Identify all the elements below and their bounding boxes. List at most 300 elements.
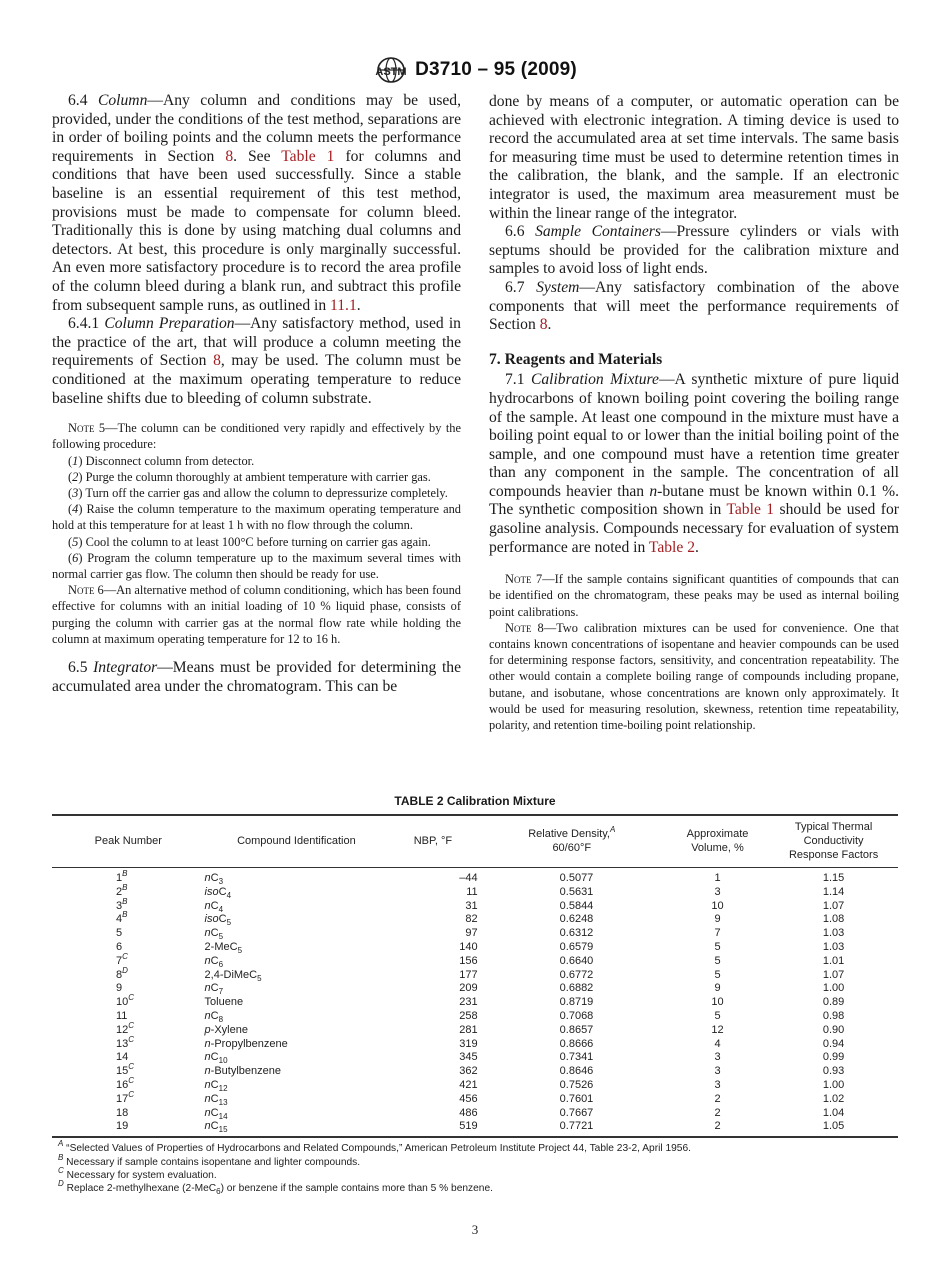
cell-volume: 9 [714, 913, 721, 926]
note-5-item-1: (1) Disconnect column from detector. [68, 453, 255, 468]
cell-nbp: 281 [459, 1023, 478, 1036]
cell-volume: 5 [714, 968, 721, 981]
section-number: 6.5 [68, 658, 94, 676]
peak-number: 8 [116, 968, 123, 981]
header-text: Response Factors [788, 849, 879, 861]
footnote-mark: C [128, 1089, 135, 1099]
italic-n: n [649, 482, 658, 500]
cell-nbp: 156 [459, 954, 478, 967]
cell-volume: 1 [714, 872, 721, 884]
section-title: Sample Containers [535, 223, 661, 241]
section-8-link[interactable]: 8 [225, 147, 234, 165]
cell-relative-density: 0.7068 [559, 1009, 594, 1022]
cell-nbp: 82 [465, 913, 478, 926]
body-text: . [356, 296, 361, 314]
cell-nbp: 486 [459, 1106, 478, 1119]
cell-relative-density: 0.6772 [559, 968, 594, 981]
cell-nbp: 97 [465, 927, 478, 940]
table-row [52, 900, 898, 914]
compound-prefix: iso [204, 885, 219, 898]
cell-volume: 2 [714, 1120, 721, 1133]
footnote-mark: C [128, 1034, 135, 1044]
body-text: for columns and conditions that have been used successfully. Since a stable baseline is an essential requirement of this test method, provisions must be made to compensate for column bleed. Traditionally this is done by using matching dual columns and detectors. At best, this procedure is only marginally successful. An even more satisfactory procedure is to record the area profile of the column bleed during a blank run, and subtract this profile from subsequent sample runs, as outlined in [52, 147, 461, 314]
cell-compound [205, 900, 389, 914]
body-text: . [695, 538, 699, 556]
section-11-1-link[interactable]: 11.1 [330, 296, 357, 314]
cell-compound [205, 982, 389, 996]
item-text: Turn off the carrier gas and allow the column to depressurize completely. [82, 485, 448, 500]
compound-name: C [210, 1009, 219, 1022]
cell-volume: 3 [714, 1051, 721, 1064]
cell-volume: 7 [714, 927, 721, 940]
carbon-count: 6 [218, 959, 224, 969]
compound-prefix: n [204, 1009, 211, 1022]
compound-name: C [210, 1106, 219, 1119]
note-8 [489, 620, 899, 733]
note-5-item-2: (2) Purge the column thoroughly at ambient temperature with carrier gas. [68, 469, 431, 484]
body-text: -butane must be known within 0.1 %. The synthetic composition shown in [489, 482, 899, 519]
table-row [52, 868, 898, 886]
cell-compound [205, 1051, 389, 1065]
cell-nbp: –44 [459, 872, 478, 884]
compound-prefix: n [204, 982, 211, 995]
footnote-mark: C [128, 1020, 135, 1030]
cell-response-factor: 1.07 [822, 968, 845, 981]
table-row [52, 1051, 898, 1065]
cell-relative-density: 0.5631 [559, 885, 594, 898]
cell-relative-density: 0.6882 [559, 982, 594, 995]
cell-volume: 5 [714, 1009, 721, 1022]
table-2-link[interactable]: Table 2 [648, 538, 696, 556]
cell-response-factor: 1.05 [822, 1120, 845, 1133]
section-number: 6.7 [505, 278, 537, 296]
cell-nbp: 231 [459, 996, 478, 1009]
cell-relative-density: 0.7526 [559, 1078, 594, 1091]
cell-nbp: 258 [459, 1009, 478, 1022]
compound-prefix: n [204, 954, 211, 967]
compound-name: C [218, 885, 227, 898]
section-title: Column Preparation [104, 315, 235, 333]
cell-response-factor: 0.93 [822, 1065, 845, 1078]
cell-relative-density: 0.8719 [559, 996, 594, 1009]
note-5-item-3: (3) Turn off the carrier gas and allow the column to depressurize completely. [68, 485, 448, 500]
note-6 [52, 582, 461, 647]
peak-number: 17 [116, 1092, 129, 1105]
cell-peak-number [52, 896, 205, 914]
cell-response-factor: 0.89 [822, 996, 845, 1009]
note-5-item-6: (6) Program the column temperature up to the maximum several times with normal carrier gas flow. The column then should be ready for use. [52, 550, 461, 581]
cell-response-factor: 1.01 [822, 954, 845, 967]
cell-peak-number [52, 882, 205, 900]
note-text: 6—An alternative method of column conditioning, which has been found effective for columns with an initial loading of 10 % liquid phase, consists of purging the column with carrier gas at the normal flow rate while holding the column at maximum operating temperature for 12 to 16 h. [52, 583, 461, 646]
compound-prefix: n [204, 1092, 211, 1105]
compound-name: C [210, 927, 219, 940]
cell-compound [205, 886, 389, 900]
note-label: Note [68, 583, 95, 598]
compound-prefix: n [204, 1051, 211, 1064]
footnote-text: Necessary if sample contains isopentane and lighter compounds. [63, 1156, 361, 1168]
section-title: Calibration Mixture [530, 371, 659, 389]
footnote-mark: C [122, 951, 128, 961]
item-number: 4 [72, 502, 79, 517]
item-text: Cool the column to at least 100°C before turning on carrier gas again. [82, 534, 431, 549]
document-id: D3710 – 95 (2009) [415, 59, 577, 80]
peak-number: 6 [116, 940, 123, 953]
carbon-count: 4 [226, 890, 232, 900]
note-label: Note [505, 620, 532, 635]
cell-peak-number [52, 951, 205, 969]
peak-number: 13 [116, 1037, 129, 1050]
peak-number: 7 [116, 954, 123, 967]
footnote-mark: C [128, 1075, 135, 1085]
page-header [0, 56, 950, 89]
footnote-d [58, 1179, 898, 1197]
cell-response-factor: 1.03 [822, 940, 845, 953]
cell-compound [205, 913, 389, 927]
cell-response-factor: 1.00 [822, 1078, 845, 1091]
paragraph-6-4 [52, 92, 461, 315]
table-row [52, 1093, 898, 1107]
footnote-mark: B [58, 1152, 64, 1162]
paragraph-6-7 [489, 279, 899, 335]
table-row [52, 955, 898, 969]
calibration-mixture-table [52, 814, 898, 1138]
compound-name: C [210, 1120, 219, 1133]
footnote-a [58, 1139, 898, 1155]
peak-number: 3 [116, 899, 123, 912]
cell-relative-density: 0.8646 [559, 1065, 594, 1078]
cell-compound [205, 996, 389, 1010]
cell-peak-number [52, 1120, 205, 1137]
compound-prefix: n [204, 1065, 211, 1078]
carbon-count: 12 [218, 1083, 228, 1093]
footnote-text: “Selected Values of Properties of Hydrocarbons and Related Compounds,” American Petroleum Institute Project 44, Table 23-2, April 1956. [63, 1143, 691, 1155]
cell-nbp: 11 [466, 885, 478, 898]
compound-prefix: n [204, 899, 211, 912]
compound-name: C [210, 954, 219, 967]
cell-compound [205, 941, 389, 955]
section-number: 6.4.1 [68, 315, 105, 333]
table-row [52, 1120, 898, 1137]
item-text: Program the column temperature up to the maximum several times with normal carrier gas flow. The column then should be ready for use. [52, 550, 461, 581]
item-text: Disconnect column from detector. [82, 453, 255, 468]
body-text: should be used for gasoline analysis. Compounds necessary for evaluation of system performance are noted in [489, 501, 899, 556]
cell-compound [205, 1024, 389, 1038]
paragraph-6-6 [489, 223, 899, 279]
table-row [52, 1079, 898, 1093]
item-number: 3 [72, 485, 79, 500]
carbon-count: 15 [218, 1125, 228, 1135]
peak-number: 1 [116, 872, 123, 884]
table-row [52, 969, 898, 983]
peak-number: 14 [116, 1051, 129, 1064]
cell-nbp: 209 [459, 982, 478, 995]
compound-name: C [210, 872, 219, 884]
header-volume [666, 815, 769, 868]
footnote-mark: A [609, 825, 616, 834]
footnote-mark: D [122, 965, 128, 975]
section-8-link[interactable]: 8 [213, 352, 221, 370]
body-text: —Pressure cylinders or vials with septums should be provided for the calibration mixture and samples to avoid loss of light ends. [489, 223, 899, 278]
footnote-mark: B [122, 910, 128, 920]
compound-name: -Butylbenzene [210, 1065, 281, 1078]
body-text: , may be used. The column must be conditioned at the maximum operating temperature to reduce baseline shifts due to bleeding of column substrate. [52, 352, 461, 407]
cell-response-factor: 1.15 [822, 872, 845, 884]
cell-compound [205, 969, 389, 983]
table-row [52, 886, 898, 900]
table-footnotes [52, 1139, 898, 1197]
item-number: 1 [72, 453, 79, 468]
cell-peak-number [52, 993, 205, 1010]
cell-compound [205, 927, 389, 941]
section-number: 6.6 [505, 223, 536, 241]
cell-nbp: 456 [459, 1092, 478, 1105]
compound-name: C [210, 1092, 219, 1105]
cell-response-factor: 0.98 [822, 1009, 845, 1022]
table-row [52, 913, 898, 927]
compound-name: 2-MeC [204, 940, 238, 953]
header-text: Typical Thermal [794, 821, 873, 833]
peak-number: 5 [116, 927, 123, 940]
paragraph-6-5-continued: done by means of a computer, or automatic operation can be achieved with electronic integration. A timing device is used to record the accumulated area at set time intervals. The same basis for measuring time must be used to determine retention times in the calibration, the blank, and the sample. If an electronic integrator is used, the maximum area measurement must be within the linear range of the integrator. [489, 93, 899, 222]
note-text: 5—The column can be conditioned very rapidly and effectively by the following procedure: [52, 421, 461, 452]
cell-response-factor: 1.03 [822, 927, 845, 940]
carbon-count: 5 [226, 918, 232, 928]
cell-volume: 4 [714, 1037, 721, 1050]
cell-response-factor: 1.08 [822, 913, 845, 926]
note-text: 8—Two calibration mixtures can be used for convenience. One that contains known concentrations of isopentane and heavier compounds can be used for determining response factors, sensitivity, and concentration repeatability. The other would contain a complete boiling range of compounds including propane, butane, and isobutane, whose concentrations are known only approximately. It would be used for measuring resolution, skewness, retention time repeatability, polarity, and retention time-boiling point relationship. [489, 620, 899, 733]
cell-relative-density: 0.5077 [559, 872, 594, 884]
carbon-count: 5 [237, 945, 243, 955]
peak-number: 2 [116, 885, 123, 898]
footnote-text: Replace 2-methylhexane (2-MeC [63, 1183, 217, 1195]
peak-number: 16 [116, 1078, 129, 1091]
table-1-link[interactable]: Table 1 [281, 147, 335, 165]
table-row [52, 1065, 898, 1079]
cell-relative-density: 0.6579 [559, 940, 594, 953]
header-text: Conductivity [803, 835, 864, 847]
section-8-link[interactable]: 8 [539, 316, 548, 334]
compound-prefix: n [204, 1078, 211, 1091]
carbon-count: 4 [218, 904, 224, 914]
table-row [52, 1107, 898, 1121]
footnote-mark: A [58, 1139, 64, 1149]
cell-response-factor: 1.07 [822, 899, 845, 912]
item-text: Purge the column thoroughly at ambient temperature with carrier gas. [82, 469, 431, 484]
cell-relative-density: 0.5844 [559, 899, 594, 912]
table-row [52, 982, 898, 996]
table-title: TABLE 2 Calibration Mixture [394, 794, 556, 808]
cell-peak-number [52, 941, 205, 955]
body-text: . See [233, 147, 282, 165]
section-number: 7.1 [505, 371, 531, 389]
body-text: —Means must be provided for determining the accumulated area under the chromatogram. This can be [52, 658, 461, 695]
cell-relative-density: 0.6312 [559, 927, 594, 940]
cell-relative-density: 0.6640 [559, 954, 594, 967]
body-text: —Any satisfactory method, used in the practice of the art, that will produce a column meeting the requirements of Section [52, 315, 461, 370]
cell-relative-density: 0.7601 [559, 1092, 594, 1105]
cell-nbp: 31 [465, 899, 478, 912]
cell-compound [205, 1065, 389, 1079]
cell-relative-density: 0.8657 [559, 1023, 594, 1036]
cell-relative-density: 0.7341 [559, 1051, 594, 1064]
cell-volume: 5 [714, 954, 721, 967]
note-7 [489, 571, 899, 620]
carbon-count: 7 [218, 987, 224, 997]
peak-number: 9 [116, 982, 123, 995]
section-title: Column [97, 92, 148, 109]
footnote-text: Necessary for system evaluation. [63, 1169, 217, 1181]
footnote-mark: D [58, 1179, 64, 1189]
cell-relative-density: 0.6248 [559, 913, 594, 926]
carbon-count: 10 [218, 1056, 228, 1066]
cell-peak-number [52, 1034, 205, 1052]
item-text: Raise the column temperature to the maximum operating temperature and hold at this temperature for at least 1 h with no flow through the column. [52, 502, 461, 533]
cell-compound [205, 1093, 389, 1107]
cell-nbp: 177 [459, 968, 478, 981]
paragraph-7-1 [489, 371, 899, 557]
header-text: Relative Density, [528, 828, 610, 840]
peak-number: 11 [116, 1009, 128, 1022]
item-number: 6 [72, 550, 79, 565]
note-label: Note [505, 572, 532, 587]
cell-nbp: 140 [459, 940, 478, 953]
header-peak-number: Peak Number [94, 835, 162, 847]
body-text: —A synthetic mixture of pure liquid hydrocarbons of known boiling point covering the boiling range of the sample. At least one compound in the mixture must have a boiling point equal to or lower than the initial boiling point of the sample, and one compound must have a retention time greater than any component in the sample. The concentration of all compounds heavier than [489, 371, 900, 500]
compound-name: C [210, 1051, 219, 1064]
peak-number: 12 [116, 1023, 129, 1036]
table-row [52, 1024, 898, 1038]
cell-volume: 10 [711, 996, 724, 1009]
body-text: . [547, 316, 552, 334]
cell-response-factor: 1.02 [822, 1092, 845, 1105]
cell-volume: 2 [714, 1106, 721, 1119]
peak-number: 10 [116, 996, 129, 1009]
compound-name: C [218, 913, 227, 926]
note-text: 7—If the sample contains significant quantities of compounds that can be identified on the chromatogram, these peaks may be used as internal boiling point calibrations. [489, 572, 899, 619]
svg-text:ASTM: ASTM [375, 66, 407, 78]
cell-nbp: 362 [459, 1065, 478, 1078]
carbon-count: 14 [218, 1111, 228, 1121]
cell-peak-number [52, 927, 205, 941]
compound-name: Toluene [204, 996, 244, 1009]
header-compound: Compound Identification [237, 835, 356, 847]
cell-response-factor: 0.94 [822, 1037, 845, 1050]
carbon-count: 8 [218, 1014, 224, 1024]
cell-nbp: 319 [459, 1037, 478, 1050]
compound-prefix: n [204, 1106, 211, 1119]
carbon-count: 3 [218, 877, 224, 886]
subscript: 6 [216, 1187, 221, 1197]
note-5-item-5: (5) Cool the column to at least 100°C before turning on carrier gas again. [68, 534, 431, 549]
cell-volume: 12 [711, 1023, 724, 1036]
compound-prefix: n [204, 1037, 211, 1050]
cell-response-factor: 1.14 [822, 885, 845, 898]
header-nbp: NBP, °F [413, 835, 453, 847]
table-row [52, 927, 898, 941]
table-body [52, 868, 898, 1138]
cell-volume: 3 [714, 1065, 721, 1078]
paragraph-6-4-1 [52, 315, 461, 408]
table-row [52, 1038, 898, 1052]
cell-relative-density: 0.8666 [559, 1037, 594, 1050]
peak-number: 18 [116, 1106, 129, 1119]
cell-nbp: 421 [459, 1078, 478, 1091]
cell-response-factor: 1.04 [822, 1106, 845, 1119]
cell-peak-number [52, 1089, 205, 1107]
compound-prefix: n [204, 1120, 211, 1133]
astm-logo-icon [373, 56, 409, 84]
table-row [52, 1010, 898, 1024]
left-column [52, 92, 461, 696]
cell-peak-number [52, 910, 205, 927]
cell-relative-density: 0.7667 [559, 1106, 594, 1119]
footnote-mark: B [122, 896, 128, 906]
cell-peak-number [52, 868, 205, 886]
header-response-factors [769, 815, 898, 868]
header-text: 60/60°F [552, 842, 592, 854]
cell-nbp: 519 [459, 1120, 478, 1133]
cell-compound [205, 1038, 389, 1052]
compound-name: -Xylene [210, 1023, 248, 1036]
cell-response-factor: 0.99 [822, 1051, 845, 1064]
cell-compound [205, 955, 389, 969]
table-row [52, 941, 898, 955]
header-text: Approximate [686, 828, 749, 840]
section-title: System [536, 278, 580, 296]
carbon-count: 13 [218, 1097, 228, 1107]
cell-compound [205, 1079, 389, 1093]
cell-peak-number [52, 1107, 205, 1121]
cell-response-factor: 0.90 [822, 1023, 845, 1036]
footnote-mark: B [122, 882, 128, 892]
calibration-table-section [52, 794, 898, 1196]
compound-name: C [210, 1078, 219, 1091]
table-row [52, 996, 898, 1010]
carbon-count: 5 [257, 973, 262, 983]
cell-volume: 9 [714, 982, 721, 995]
carbon-count: 5 [218, 932, 224, 942]
cell-compound [205, 1120, 389, 1137]
cell-volume: 3 [714, 885, 721, 898]
compound-name: C [210, 982, 219, 995]
cell-volume: 10 [711, 899, 724, 912]
section-7-heading: 7. Reagents and Materials [489, 350, 663, 368]
compound-prefix: iso [204, 913, 219, 926]
footnote-mark: C [58, 1165, 64, 1175]
peak-number: 4 [116, 913, 123, 926]
footnote-mark: B [122, 869, 128, 878]
cell-relative-density: 0.7721 [559, 1120, 594, 1133]
item-number: 2 [72, 469, 79, 484]
compound-prefix: n [204, 872, 211, 884]
compound-name: C [210, 899, 219, 912]
page-number: 3 [471, 1222, 479, 1237]
note-label: Note [68, 421, 95, 436]
paragraph-6-5 [52, 659, 461, 696]
item-number: 5 [72, 534, 79, 549]
section-title: Integrator [93, 658, 158, 676]
note-5 [52, 420, 461, 452]
compound-name: 2,4-DiMeC [204, 968, 258, 981]
cell-response-factor: 1.00 [822, 982, 845, 995]
peak-number: 19 [116, 1120, 129, 1133]
cell-compound [205, 1107, 389, 1121]
cell-compound [205, 868, 389, 886]
body-text: —Any column and conditions may be used, provided, under the conditions of the test method, separations are in order of boiling points and the column meets the performance requirements in Section [52, 92, 462, 165]
table-1-link[interactable]: Table 1 [726, 501, 775, 519]
compound-prefix: n [204, 927, 211, 940]
